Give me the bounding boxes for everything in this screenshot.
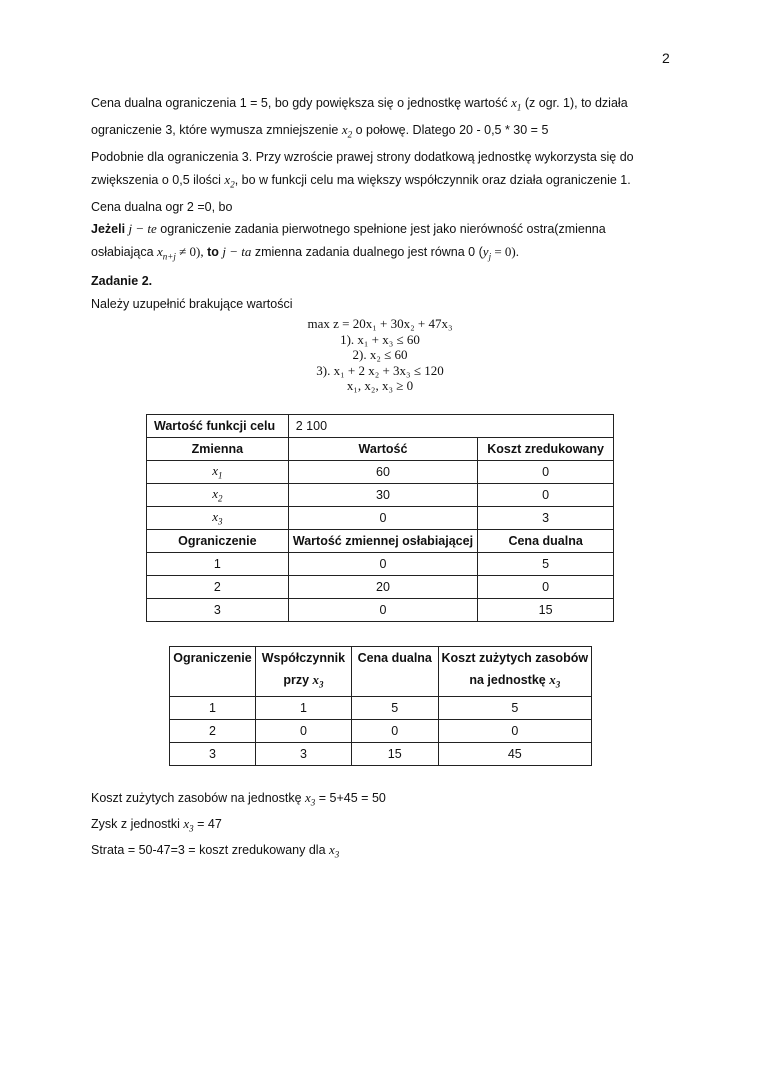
- table-row: Ograniczenie Wartość zmiennej osłabiającej Cena dualna: [147, 530, 614, 553]
- table-row: 3 0 15: [147, 599, 614, 622]
- explanation-paragraph: [91, 92, 671, 268]
- table-header-row: Ograniczenie Współczynnik przy $x_3$ Cena dualna Koszt zużytych zasobów na jednostkę $x_3$: [170, 647, 592, 697]
- table-row: $x_3$ 0 3: [147, 507, 614, 530]
- line-5: Cena dualna ogr 2 =0, bo: [91, 199, 233, 214]
- table-row: 2 0 0 0: [170, 719, 592, 742]
- task-subtitle: Należy uzupełnić brakujące wartości: [91, 297, 293, 311]
- constraint-1: 1). x₁ + x₃ ≤ 60: [340, 331, 420, 347]
- line-1: Cena dualna ograniczenia 1 = 5, bo gdy powiększa się o jednostkę wartość $x_1$ (z ogr. 1), to działa: [91, 95, 628, 113]
- constraint-3: 3). x₁ + 2 x₂ + 3x₃ ≤ 120: [316, 362, 444, 378]
- sensitivity-table: [146, 414, 614, 622]
- line-7: osłabiająca $x_{n+j} \ne 0$), to j − ta zmienna zadania dualnego jest równa 0 $(y_j = 0)$.: [91, 243, 519, 262]
- line-2: ograniczenie 3, które wymusza zmniejszenie $x_2$ o połowę. Dlatego 20 - 0,5 * 30 = 5: [91, 122, 549, 140]
- footer-line-3: Strata = 50-47=3 = koszt zredukowany dla $x_3$: [91, 842, 340, 860]
- footer-line-2: Zysk z jednostki $x_3 = 47$: [91, 816, 222, 834]
- constraint-2: 2). x₂ ≤ 60: [352, 347, 408, 362]
- table-row: Zmienna Wartość Koszt zredukowany: [147, 438, 614, 461]
- table-row: 2 20 0: [147, 576, 614, 599]
- table-row: 1 1 5 5: [170, 696, 592, 719]
- table-row: Wartość funkcji celu 2 100: [147, 415, 614, 438]
- line-4: zwiększenia o 0,5 ilości $x_2$, bo w funkcji celu ma większy współczynnik oraz działa ograniczenie 1.: [91, 171, 631, 190]
- task-heading: Zadanie 2.: [91, 274, 153, 288]
- nonnegativity: x₁, x₂, x₃ ≥ 0: [346, 378, 414, 393]
- page-number: 2: [662, 50, 670, 66]
- resource-cost-table: [169, 646, 592, 766]
- table-row: $x_2$ 30 0: [147, 484, 614, 507]
- objective-function: max z = 20x₁ + 30x₂ + 47x₃: [307, 316, 453, 331]
- table-row: 3 3 15 45: [170, 742, 592, 765]
- table-row: $x_1$ 60 0: [147, 461, 614, 484]
- line-3: Podobnie dla ograniczenia 3. Przy wzroście prawej strony dodatkową jednostkę wykorzysta się do: [91, 150, 634, 165]
- table-row: 1 0 5: [147, 553, 614, 576]
- lp-model: [230, 316, 530, 394]
- line-6: Jeżeli j − te ograniczenie zadania pierwotnego spełnione jest jako nierówność ostra(zmienna: [91, 221, 606, 237]
- footer-line-1: Koszt zużytych zasobów na jednostkę $x_3 = 5+45 = 50$: [91, 790, 386, 808]
